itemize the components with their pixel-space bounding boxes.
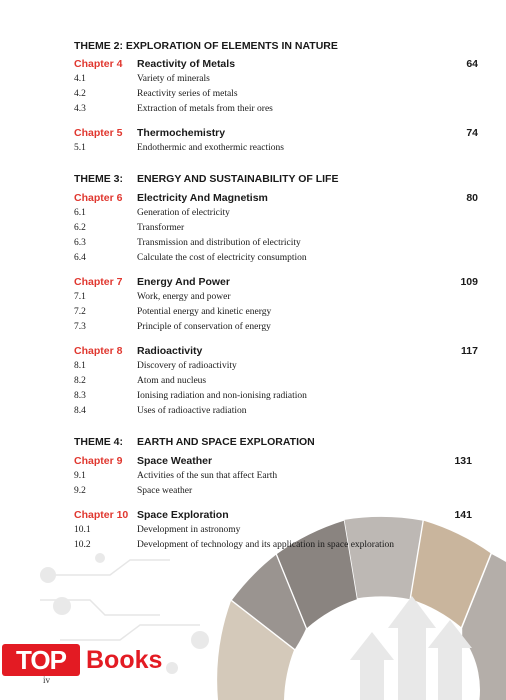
subtopic-text: Generation of electricity [137, 208, 230, 218]
chapter-label: Chapter 4 [74, 58, 123, 70]
chapter-page: 117 [461, 345, 478, 357]
subtopic-text: Transmission and distribution of electricity [137, 238, 301, 248]
subtopic-text: Activities of the sun that affect Earth [137, 471, 278, 481]
chapter-page: 141 [454, 509, 472, 521]
theme-title: EARTH AND SPACE EXPLORATION [137, 436, 315, 448]
theme-4-heading [74, 436, 315, 448]
subtopic-text: Reactivity series of metals [137, 89, 238, 99]
theme-3-heading [74, 173, 338, 185]
subtopic-number: 8.1 [74, 361, 86, 371]
theme-number: THEME 4: [74, 436, 124, 448]
watermark-books-text: Books [86, 646, 163, 674]
chapter-page: 131 [454, 455, 472, 467]
subtopic-text: Development of technology and its application in space exploration [137, 540, 394, 550]
chapter-label: Chapter 5 [74, 127, 123, 139]
subtopic-number: 9.2 [74, 486, 86, 496]
chapter-8-entry[interactable] [74, 345, 478, 359]
chapter-4-entry[interactable] [74, 58, 478, 72]
subtopic-text: Potential energy and kinetic energy [137, 307, 272, 317]
subtopic-number: 8.4 [74, 406, 86, 416]
page-number: iv [43, 675, 51, 685]
theme-2-label: THEME 2: EXPLORATION OF ELEMENTS IN NATURE [74, 40, 338, 52]
subtopic-number: 10.1 [74, 525, 91, 535]
subtopic-text: Development in astronomy [137, 525, 241, 535]
subtopic-text: Atom and nucleus [137, 376, 207, 386]
chapter-6-entry[interactable] [74, 192, 478, 206]
subtopic-number: 4.3 [74, 104, 86, 114]
chapter-page: 80 [466, 192, 478, 204]
chapter-label: Chapter 9 [74, 455, 123, 467]
subtopic-number: 7.1 [74, 292, 86, 302]
subtopic-number: 9.1 [74, 471, 86, 481]
theme-number: THEME 3: [74, 173, 124, 185]
chapter-label: Chapter 7 [74, 276, 123, 288]
subtopic-text: Principle of conservation of energy [137, 322, 271, 332]
chapter-title: Energy And Power [137, 276, 230, 288]
subtopic-text: Extraction of metals from their ores [137, 104, 273, 114]
subtopic-number: 6.1 [74, 208, 86, 218]
theme-title: ENERGY AND SUSTAINABILITY OF LIFE [137, 173, 339, 185]
chapter-title: Thermochemistry [137, 127, 226, 139]
subtopic-number: 6.3 [74, 238, 86, 248]
subtopic-text: Space weather [137, 486, 193, 496]
chapter-label: Chapter 6 [74, 192, 123, 204]
chapter-title: Electricity And Magnetism [137, 192, 268, 204]
subtopic-number: 10.2 [74, 540, 91, 550]
chapter-page: 64 [466, 58, 478, 70]
chapter-5-entry[interactable] [74, 127, 478, 141]
subtopic-text: Work, energy and power [137, 292, 231, 302]
subtopic-number: 6.2 [74, 223, 86, 233]
subtopic-number: 5.1 [74, 143, 86, 153]
subtopic-number: 4.1 [74, 74, 86, 84]
chapter-label: Chapter 10 [74, 509, 129, 521]
subtopic-text: Ionising radiation and non-ionising radiation [137, 391, 307, 401]
subtopic-text: Transformer [137, 223, 185, 233]
chapter-title: Radioactivity [137, 345, 203, 357]
chapter-title: Space Exploration [137, 509, 229, 521]
chapter-10-entry[interactable] [74, 509, 472, 523]
watermark-top-badge: TOP [2, 644, 80, 676]
subtopic-number: 6.4 [74, 253, 86, 263]
chapter-title: Space Weather [137, 455, 213, 467]
subtopic-text: Discovery of radioactivity [137, 361, 237, 371]
subtopic-text: Calculate the cost of electricity consumption [137, 253, 307, 263]
subtopic-number: 8.2 [74, 376, 86, 386]
chapter-label: Chapter 8 [74, 345, 123, 357]
subtopic-number: 7.2 [74, 307, 86, 317]
chapter-page: 74 [466, 127, 478, 139]
subtopic-number: 4.2 [74, 89, 86, 99]
subtopic-number: 8.3 [74, 391, 86, 401]
subtopic-text: Variety of minerals [137, 74, 210, 84]
chapter-9-entry[interactable] [74, 455, 472, 469]
theme-2-heading [74, 40, 338, 52]
chapter-7-entry[interactable] [74, 276, 478, 290]
chapter-page: 109 [460, 276, 478, 288]
subtopic-text: Uses of radioactive radiation [137, 406, 247, 416]
subtopic-number: 7.3 [74, 322, 86, 332]
chapter-title: Reactivity of Metals [137, 58, 236, 70]
subtopic-text: Endothermic and exothermic reactions [137, 143, 284, 153]
